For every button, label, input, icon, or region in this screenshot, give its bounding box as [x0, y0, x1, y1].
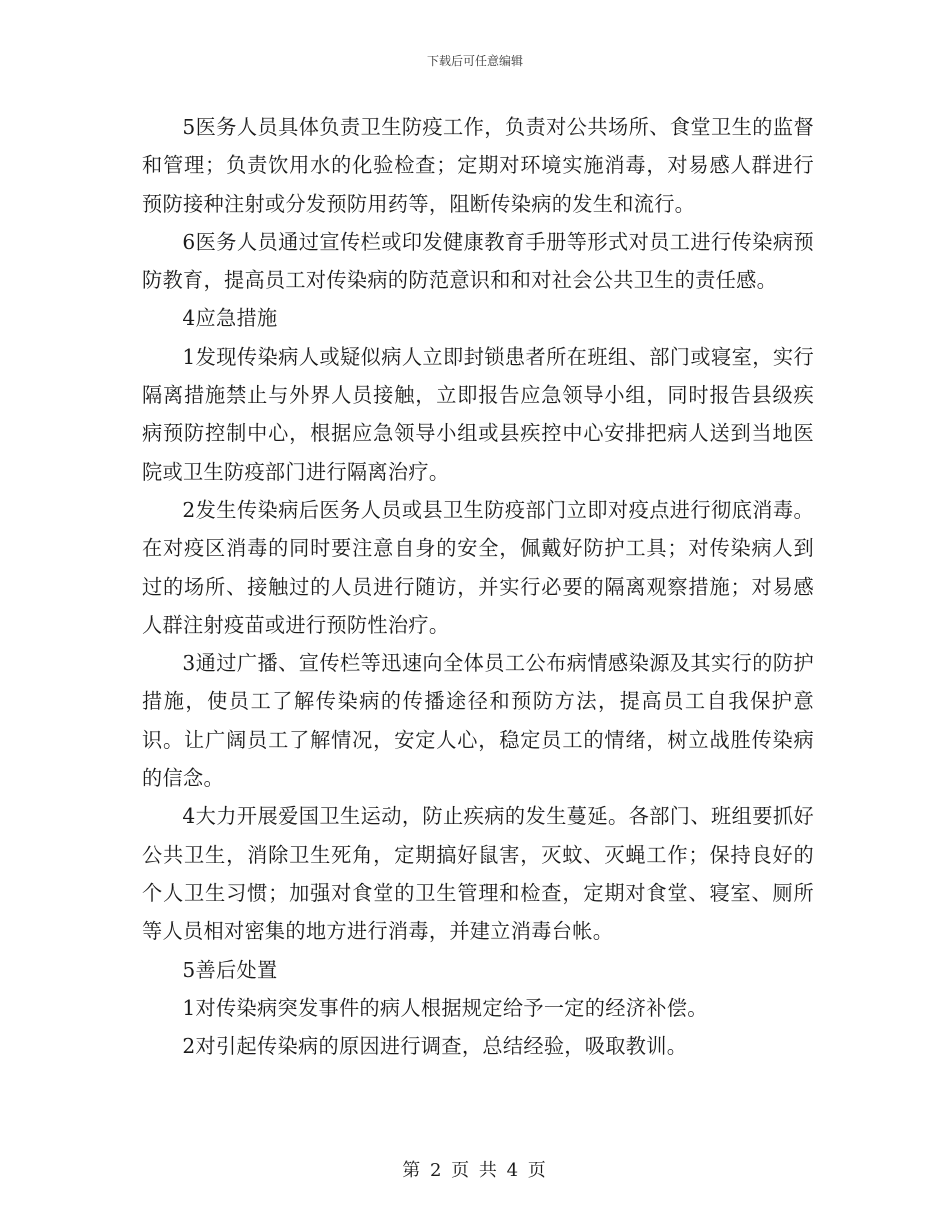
section-heading: 5善后处置: [182, 957, 278, 982]
paragraph: 1发现传染病人或疑似病人立即封锁患者所在班组、部门或寝室，实行隔离措施禁止与外界人员接触，立即报告应急领导小组，同时报告县级疾病预防控制中心，根据应急领导小组或县疾控中心安排把病人送到当地医院或卫生防疫部门进行隔离治疗。: [142, 344, 814, 484]
page-header: 下载后可任意编辑: [426, 54, 523, 68]
paragraph: 6医务人员通过宣传栏或印发健康教育手册等形式对员工进行传染病预防教育，提高员工对传染病的防范意识和和对社会公共卫生的责任感。: [142, 229, 814, 293]
paragraph: 5医务人员具体负责卫生防疫工作，负责对公共场所、食堂卫生的监督和管理；负责饮用水的化验检查；定期对环境实施消毒，对易感人群进行预防接种注射或分发预防用药等，阻断传染病的发生和流行。: [142, 115, 814, 216]
paragraph: 2发生传染病后医务人员或县卫生防疫部门立即对疫点进行彻底消毒。在对疫区消毒的同时要注意自身的安全，佩戴好防护工具；对传染病人到过的场所、接触过的人员进行随访，并实行必要的隔离观察措施；对易感人群注射疫苗或进行预防性治疗。: [142, 497, 814, 637]
paragraph: 3通过广播、宣传栏等迅速向全体员工公布病情感染源及其实行的防护措施，使员工了解传染病的传播途径和预防方法，提高员工自我保护意识。让广阔员工了解情况，安定人心，稳定员工的情绪，树立战胜传染病的信念。: [142, 651, 814, 791]
document-body: [142, 108, 814, 1065]
paragraph: 2对引起传染病的原因进行调查，总结经验，吸取教训。: [182, 1034, 688, 1059]
paragraph: 1对传染病突发事件的病人根据规定给予一定的经济补偿。: [182, 995, 708, 1020]
section-heading: 4应急措施: [182, 306, 278, 331]
paragraph: 4大力开展爱国卫生运动，防止疾病的发生蔓延。各部门、班组要抓好公共卫生，消除卫生死角，定期搞好鼠害，灭蚊、灭蝇工作；保持良好的个人卫生习惯；加强对食堂的卫生管理和检查，定期对食堂、寝室、厕所等人员相对密集的地方进行消毒，并建立消毒台帐。: [142, 804, 814, 944]
page-number-footer: 第 2 页 共 4 页: [402, 1160, 548, 1181]
